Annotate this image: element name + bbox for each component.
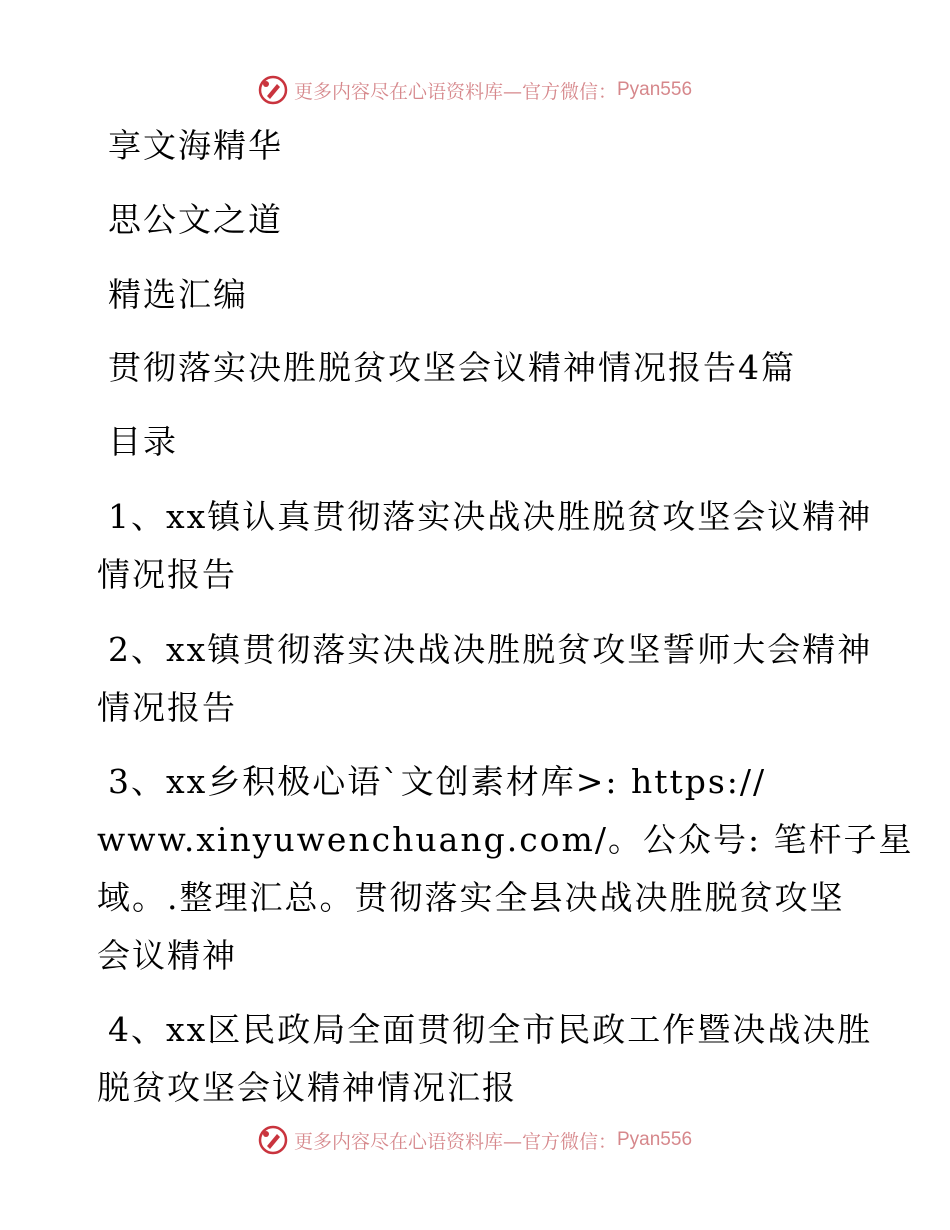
watermark-wechat: Pyan556 [617,79,693,100]
toc-heading: 目录 [108,422,178,461]
heading-line-2: 思公文之道 [108,200,283,239]
heading-line-1: 享文海精华 [108,126,283,165]
toc-item-2: 2、xx镇贯彻落实决战决胜脱贫攻坚誓师大会精神 [108,630,873,669]
toc-item-3-cont-3: 会议精神 [97,936,237,975]
footer-watermark [0,1120,950,1160]
toc-item-4: 4、xx区民政局全面贯彻全市民政工作暨决战决胜 [108,1010,873,1049]
document-title: 贯彻落实决胜脱贫攻坚会议精神情况报告4篇 [108,348,796,387]
toc-item-1: 1、xx镇认真贯彻落实决战决胜脱贫攻坚会议精神 [108,497,873,536]
watermark-text: 更多内容尽在心语资料库—官方微信： [293,1130,617,1153]
header-watermark [0,70,950,110]
toc-item-3: 3、xx乡积极心语`文创素材库>: https:// [108,762,767,801]
toc-item-3-cont-1: www.xinyuwenchuang.com/。公众号: 笔杆子星 [97,820,914,859]
heading-line-3: 精选汇编 [108,275,248,314]
watermark-wechat: Pyan556 [617,1129,693,1150]
pen-logo-icon [258,75,288,105]
watermark-text: 更多内容尽在心语资料库—官方微信： [293,80,617,103]
toc-item-3-cont-2: 域。.整理汇总。贯彻落实全县决战决胜脱贫攻坚 [97,878,845,917]
toc-item-2-cont: 情况报告 [97,688,237,727]
toc-item-1-cont: 情况报告 [97,555,237,594]
pen-logo-icon [258,1125,288,1155]
toc-item-4-cont: 脱贫攻坚会议精神情况汇报 [97,1068,517,1107]
